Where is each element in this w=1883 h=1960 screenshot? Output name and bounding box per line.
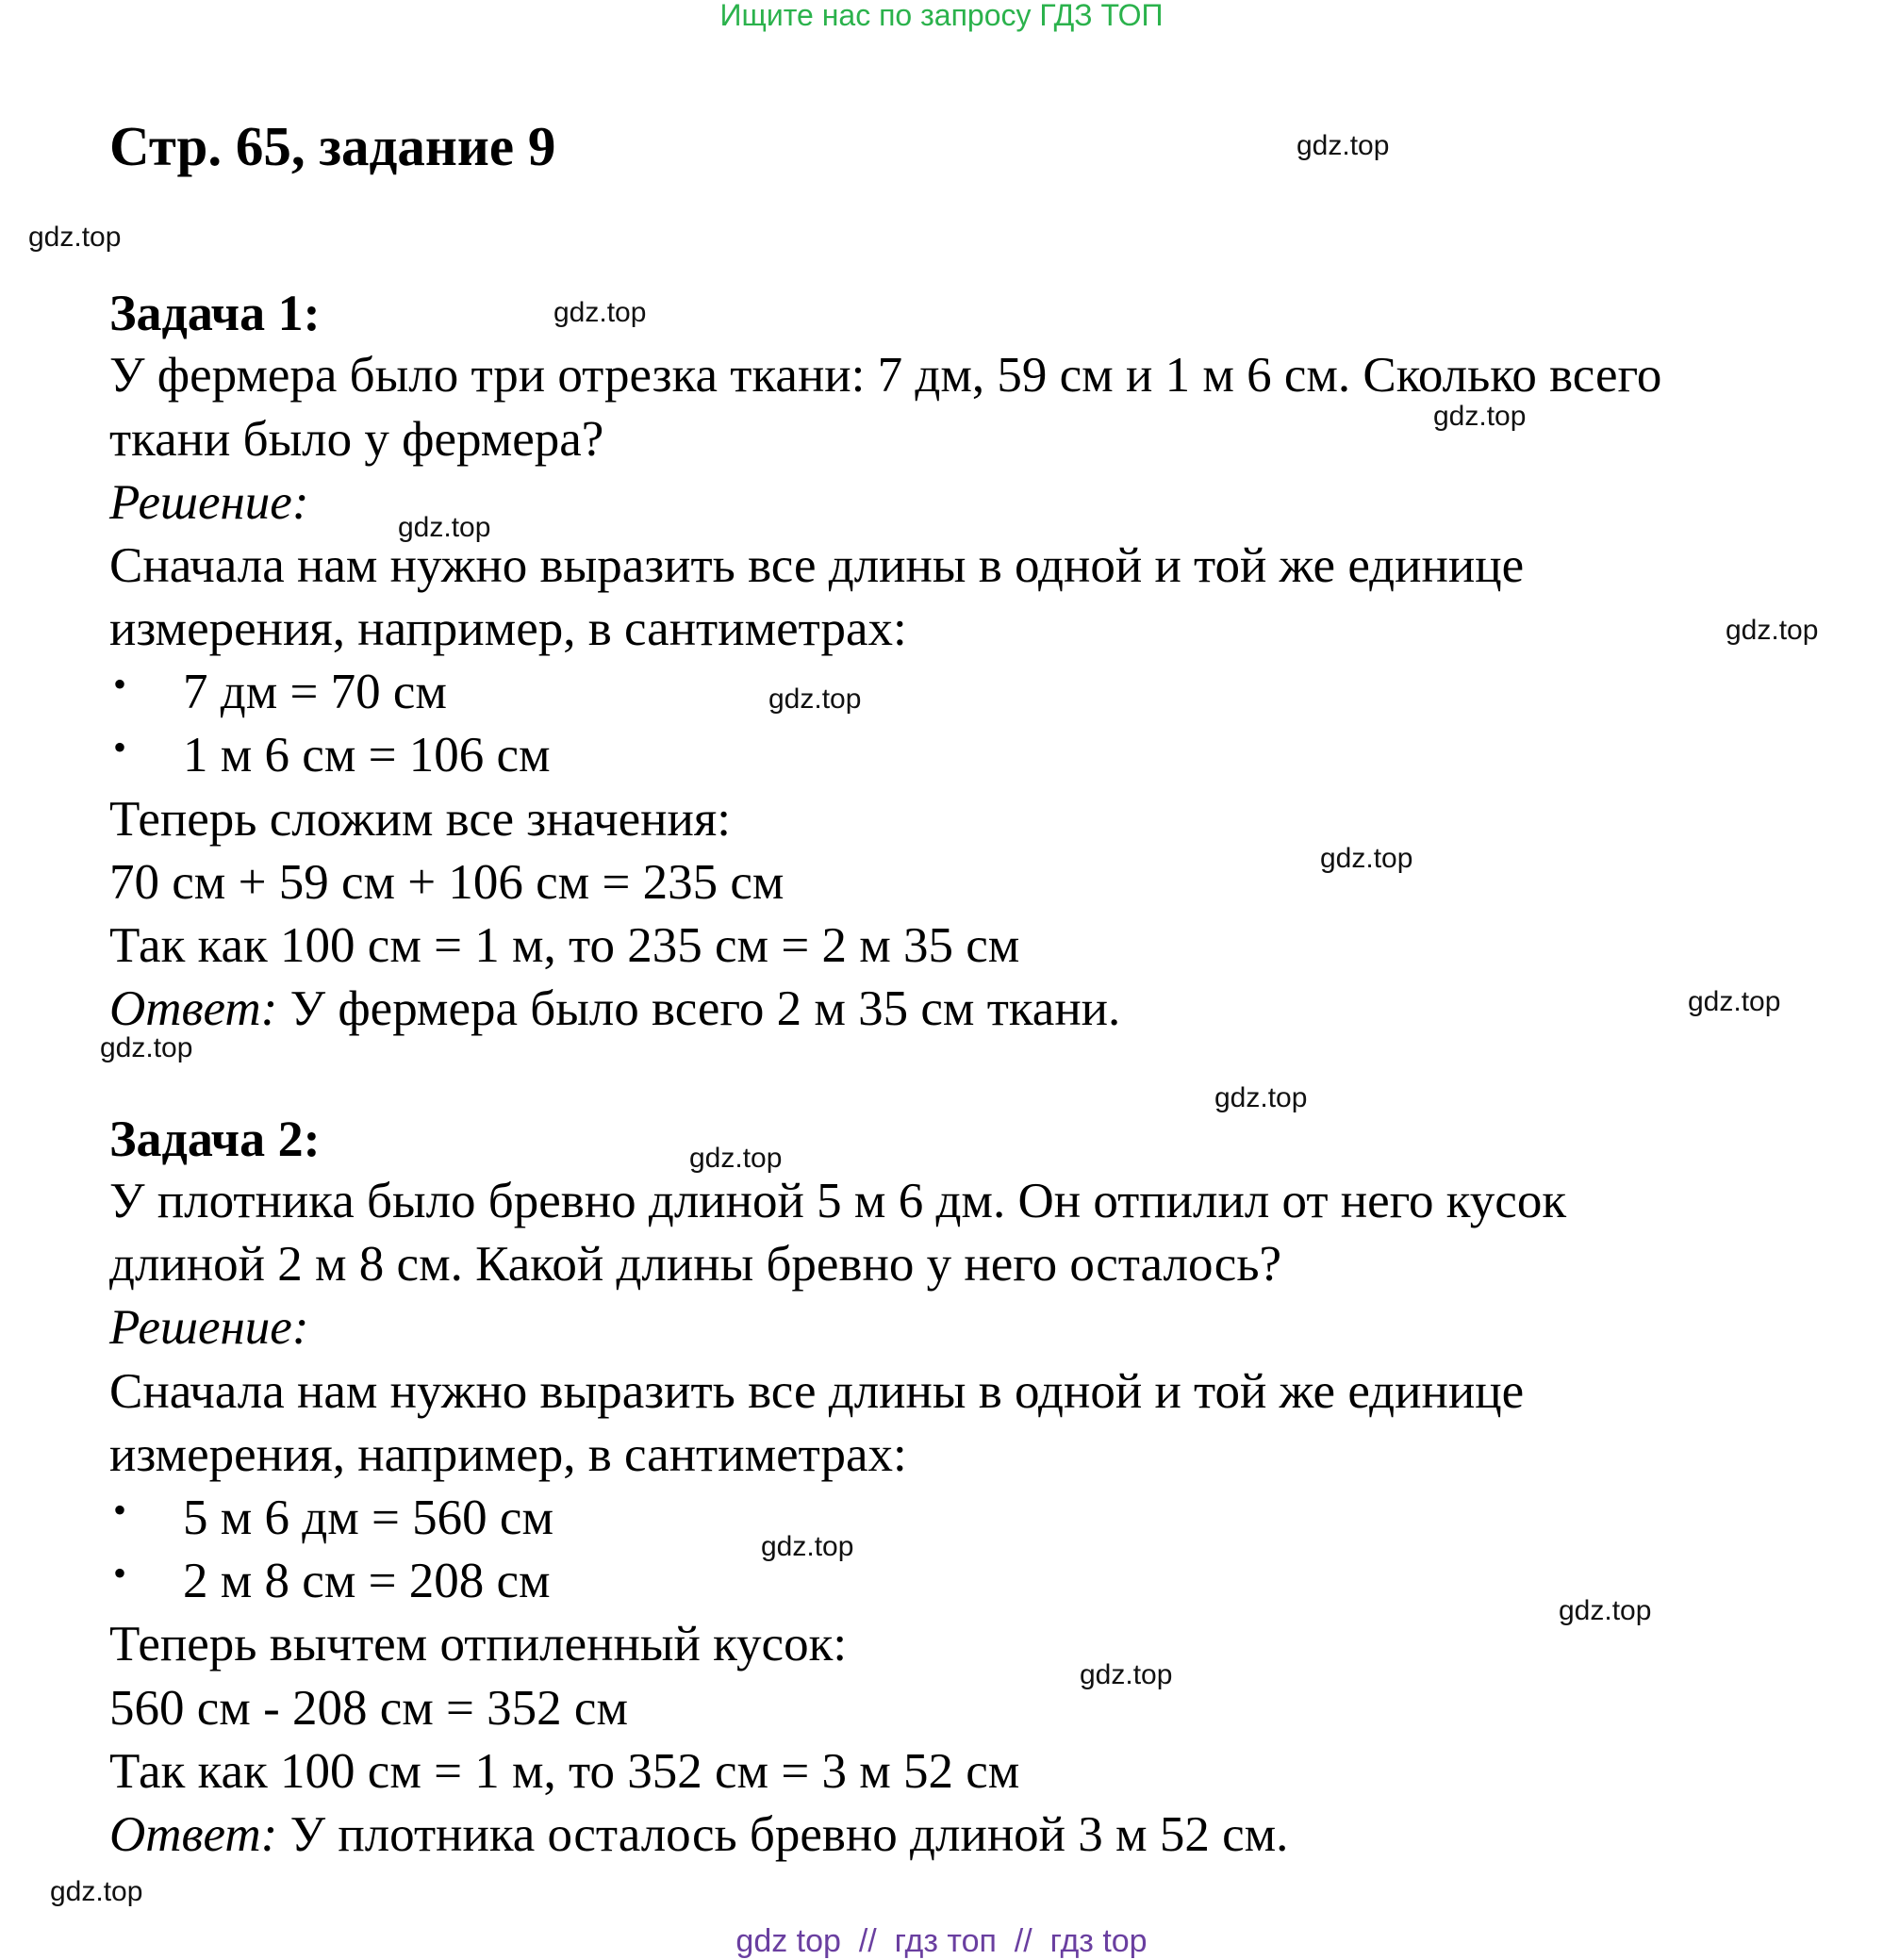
watermark: gdz.top	[689, 1143, 783, 1174]
task1-answer	[109, 981, 1121, 1036]
bullet-text: 5 м 6 дм = 560 см	[183, 1491, 553, 1545]
watermark: gdz.top	[50, 1876, 143, 1907]
task2-step1: Теперь вычтем отпиленный кусок:	[109, 1617, 848, 1672]
answer-text: У плотника осталось бревно длиной 3 м 52 см.	[277, 1807, 1289, 1862]
bullet-dot: •	[113, 1489, 127, 1531]
task1-text-line2: ткани было у фермера?	[109, 412, 604, 467]
answer-text: У фермера было всего 2 м 35 см ткани.	[277, 981, 1121, 1036]
watermark: gdz.top	[1559, 1595, 1652, 1626]
answer-label: Ответ:	[109, 1807, 278, 1862]
bullet-text: 2 м 8 см = 208 см	[183, 1554, 551, 1608]
task2-heading: Задача 2:	[109, 1111, 321, 1167]
bullet-dot: •	[113, 1552, 127, 1594]
bullet-dot: •	[113, 663, 127, 705]
footer-links[interactable]: gdz top // гдз топ // гдз top	[735, 1923, 1148, 1959]
watermark: gdz.top	[28, 222, 122, 253]
watermark: gdz.top	[1297, 130, 1390, 161]
task2-text-line2: длиной 2 м 8 см. Какой длины бревно у него осталось?	[109, 1237, 1282, 1292]
answer-label: Ответ:	[109, 981, 278, 1036]
task2-answer	[109, 1807, 1289, 1862]
task2-calculation: 560 см - 208 см = 352 см	[109, 1681, 628, 1736]
promo-banner[interactable]: Ищите нас по запросу ГДЗ ТОП	[719, 0, 1164, 32]
task1-solution-line2: измерения, например, в сантиметрах:	[109, 601, 907, 656]
task2-text-line1: У плотника было бревно длиной 5 м 6 дм. Он отпилил от него кусок	[109, 1174, 1567, 1228]
bullet-dot: •	[113, 726, 127, 768]
watermark: gdz.top	[1433, 401, 1527, 432]
watermark: gdz.top	[1726, 615, 1819, 646]
task1-conversion: Так как 100 см = 1 м, то 235 см = 2 м 35 см	[109, 918, 1020, 973]
task1-solution-label: Решение:	[109, 475, 309, 530]
watermark: gdz.top	[1080, 1659, 1173, 1690]
watermark: gdz.top	[1214, 1082, 1308, 1113]
task2-solution-line1: Сначала нам нужно выразить все длины в одной и той же единице	[109, 1364, 1525, 1419]
task2-solution-label: Решение:	[109, 1300, 309, 1355]
task1-heading: Задача 1:	[109, 285, 321, 341]
task1-calculation: 70 см + 59 см + 106 см = 235 см	[109, 855, 785, 910]
bullet-text: 7 дм = 70 см	[183, 665, 447, 719]
task2-solution-line2: измерения, например, в сантиметрах:	[109, 1427, 907, 1482]
watermark: gdz.top	[553, 297, 647, 328]
task2-conversion: Так как 100 см = 1 м, то 352 см = 3 м 52 см	[109, 1744, 1020, 1799]
task1-solution-line1: Сначала нам нужно выразить все длины в одной и той же единице	[109, 538, 1525, 593]
watermark: gdz.top	[761, 1531, 854, 1562]
task1-text-line1: У фермера было три отрезка ткани: 7 дм, 59 см и 1 м 6 см. Сколько всего	[109, 348, 1662, 403]
watermark: gdz.top	[398, 512, 491, 543]
watermark: gdz.top	[768, 684, 862, 715]
bullet-text: 1 м 6 см = 106 см	[183, 728, 551, 782]
task1-step1: Теперь сложим все значения:	[109, 792, 731, 847]
watermark: gdz.top	[1688, 986, 1781, 1017]
page-title: Стр. 65, задание 9	[109, 115, 556, 177]
watermark: gdz.top	[100, 1032, 193, 1063]
watermark: gdz.top	[1320, 843, 1413, 874]
